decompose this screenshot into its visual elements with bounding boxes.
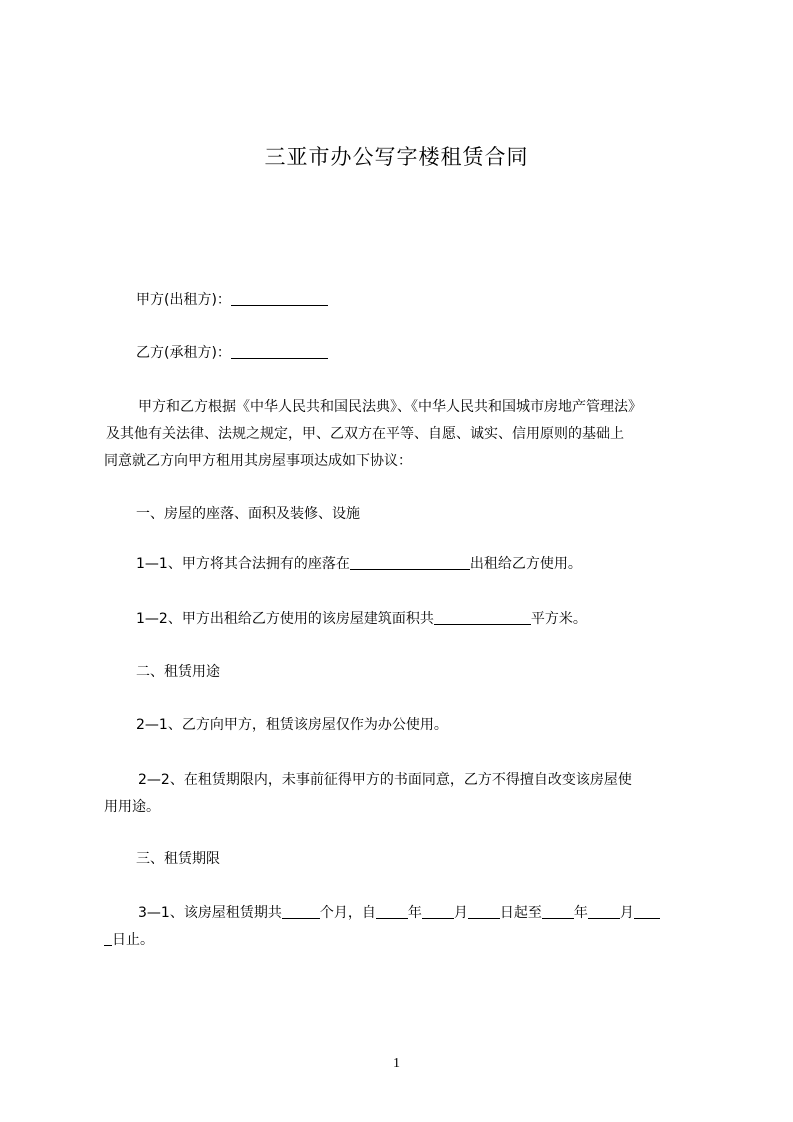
party-b-line xyxy=(136,340,748,367)
end-day-label: 日止。 xyxy=(112,932,154,948)
clause-2-1: 2—1、乙方向甲方，租赁该房屋仅作为办公使用。 xyxy=(136,717,448,733)
clause-1-1-text: 1—1、甲方将其合法拥有的座落在 xyxy=(136,556,350,572)
months-blank xyxy=(282,904,320,919)
end-year-label: 年 xyxy=(573,905,588,921)
intro-line-1: 甲方和乙方根据《中华人民共和国民法典》、《中华人民共和国城市房地产管理法》 xyxy=(138,399,642,415)
end-day-blank-end xyxy=(104,931,112,946)
section-2-heading: 二、租赁用途 xyxy=(136,664,220,680)
party-a-label: 甲方(出租方)： xyxy=(136,292,231,308)
clause-3-1-line-1 xyxy=(138,900,750,927)
start-month-blank xyxy=(422,904,454,919)
start-year-blank xyxy=(376,904,408,919)
intro-line-3: 同意就乙方向甲方租用其房屋事项达成如下协议： xyxy=(104,453,412,469)
location-blank xyxy=(350,555,470,570)
intro-line-2: 及其他有关法律、法规之规定，甲、乙双方在平等、自愿、诚实、信用原则的基础上 xyxy=(106,426,624,442)
party-a-blank xyxy=(231,291,328,306)
clause-1-1-text-end: 出租给乙方使用。 xyxy=(469,556,582,572)
area-blank xyxy=(434,610,531,625)
clause-3-1-text: 3—1、该房屋租赁期共 xyxy=(138,905,282,921)
clause-1-1 xyxy=(136,551,748,578)
start-month-label: 月 xyxy=(453,905,468,921)
party-b-blank xyxy=(231,344,328,359)
clause-1-2-unit: 平方米。 xyxy=(530,611,587,627)
clause-3-1-from: 个月，自 xyxy=(319,905,376,921)
end-month-blank xyxy=(588,904,620,919)
end-day-blank-start xyxy=(634,904,660,919)
party-a-line xyxy=(136,287,748,314)
section-3-heading: 三、租赁期限 xyxy=(136,851,220,867)
start-day-label: 日起至 xyxy=(499,905,542,921)
section-1-heading: 一、房屋的座落、面积及装修、设施 xyxy=(136,506,360,522)
clause-2-2-line-2: 用用途。 xyxy=(104,799,160,815)
clause-2-2-line-1: 2—2、在租赁期限内，未事前征得甲方的书面同意，乙方不得擅自改变该房屋使 xyxy=(138,772,632,788)
document-title: 三亚市办公写字楼租赁合同 xyxy=(264,145,529,169)
start-day-blank xyxy=(468,904,500,919)
clause-1-2-text: 1—2、甲方出租给乙方使用的该房屋建筑面积共 xyxy=(136,611,434,627)
party-b-label: 乙方(承租方)： xyxy=(136,345,231,361)
end-month-label: 月 xyxy=(619,905,634,921)
start-year-label: 年 xyxy=(407,905,422,921)
page-number: 1 xyxy=(393,1056,400,1071)
end-year-blank xyxy=(542,904,574,919)
clause-3-1-line-2 xyxy=(104,927,716,954)
clause-1-2 xyxy=(136,606,748,633)
